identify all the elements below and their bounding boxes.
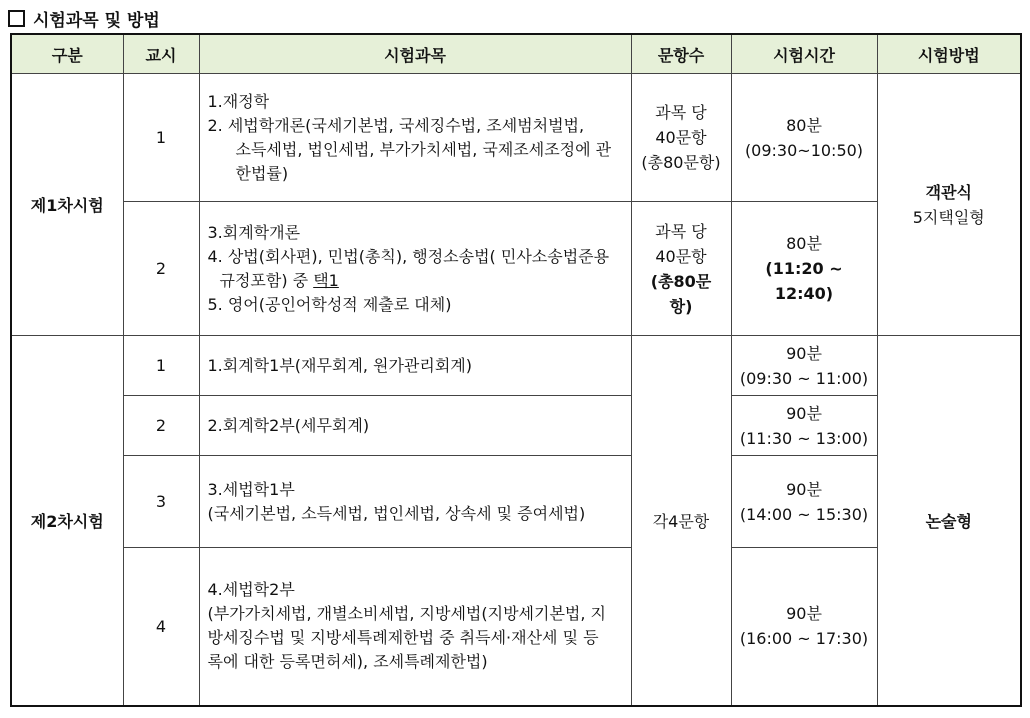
time-cell xyxy=(731,202,877,336)
subject-line: 소득세법, 법인세법, 부가가치세법, 국제조세조정에 관 xyxy=(235,139,612,159)
subject-line: 2. 세법학개론(국세기본법, 국세징수법, 조세범처벌법, xyxy=(207,115,585,135)
period-cell: 3 xyxy=(123,456,199,548)
time-cell xyxy=(731,396,877,456)
subjects-cell xyxy=(199,336,631,396)
questions-cell xyxy=(631,202,731,336)
checkbox-square-icon xyxy=(8,10,25,27)
exam2-label: 제2차시험 xyxy=(11,336,123,706)
table-row xyxy=(11,456,1021,548)
heading-text: 시험과목 및 방법 xyxy=(33,10,160,31)
questions-line: 40문항 xyxy=(655,246,707,266)
questions-cell xyxy=(631,74,731,202)
section-heading xyxy=(8,4,160,32)
exam1-label: 제1차시험 xyxy=(11,74,123,336)
time-cell xyxy=(731,456,877,548)
duration: 90분 xyxy=(786,479,822,499)
time-range: (09:30 ~ 11:00) xyxy=(739,368,869,388)
time-range: (09:30~10:50) xyxy=(744,140,864,160)
table-row xyxy=(11,202,1021,336)
method-type: 객관식 xyxy=(925,182,972,202)
subjects-cell xyxy=(199,396,631,456)
exam-table xyxy=(10,33,1022,707)
col-header-category: 구분 xyxy=(11,34,123,74)
period-cell: 4 xyxy=(123,548,199,706)
subjects-cell xyxy=(199,74,631,202)
subject-text: 규정포함) 중 xyxy=(219,270,314,290)
period-cell: 2 xyxy=(123,396,199,456)
subject-line: (국세기본법, 소득세법, 법인세법, 상속세 및 증여세법) xyxy=(207,503,586,523)
duration: 80분 xyxy=(786,234,822,253)
subject-line: 3.회계학개론 xyxy=(207,222,301,242)
col-header-time: 시험시간 xyxy=(731,34,877,74)
subject-line xyxy=(208,269,623,293)
subject-line: 1.회계학1부(재무회계, 원가관리회계) xyxy=(207,355,472,375)
duration: 90분 xyxy=(786,343,822,363)
table-row xyxy=(11,548,1021,706)
questions-line: (총80문항) xyxy=(650,271,712,316)
subjects-cell xyxy=(199,456,631,548)
time-cell xyxy=(731,74,877,202)
exam2-method-cell: 논술형 xyxy=(877,336,1021,706)
duration: 90분 xyxy=(786,604,822,624)
method-detail: 5지택일형 xyxy=(912,207,985,227)
subjects-cell xyxy=(199,548,631,706)
subject-line: 한법률) xyxy=(235,163,289,183)
time-range: (11:30 ~ 13:00) xyxy=(739,428,869,448)
period-cell: 1 xyxy=(123,336,199,396)
duration: 80분 xyxy=(786,115,822,135)
subject-line: 록에 대한 등록면허세), 조세특례제한법) xyxy=(207,652,488,672)
time-range: (11:20 ~ 12:40) xyxy=(765,259,843,303)
time-range: (14:00 ~ 15:30) xyxy=(739,504,869,524)
subject-line: 4.세법학2부 xyxy=(207,580,295,600)
questions-line: 40문항 xyxy=(655,128,707,147)
col-header-method: 시험방법 xyxy=(877,34,1021,74)
time-cell xyxy=(731,548,877,706)
subject-line: 2.회계학2부(세무회계) xyxy=(207,415,370,435)
table-row xyxy=(11,396,1021,456)
choose-one: 택1 xyxy=(313,270,339,290)
header-row xyxy=(11,34,1021,74)
col-header-subjects: 시험과목 xyxy=(199,34,631,74)
period-cell: 2 xyxy=(123,202,199,336)
questions-line: 과목 당 xyxy=(655,103,707,122)
subject-line: 3.세법학1부 xyxy=(207,479,295,499)
subject-line: 5. 영어(공인어학성적 제출로 대체) xyxy=(207,294,452,314)
period-cell: 1 xyxy=(123,74,199,202)
subject-line: 방세징수법 및 지방세특례제한법 중 취득세·재산세 및 등 xyxy=(207,628,599,648)
subject-line: 4. 상법(회사편), 민법(총칙), 행정소송법( 민사소송법준용 xyxy=(207,246,610,266)
subjects-cell xyxy=(199,202,631,336)
exam2-questions-cell: 각4문항 xyxy=(631,336,731,706)
subject-line: 1.재정학 xyxy=(207,91,270,111)
questions-line: (총80문항) xyxy=(641,153,721,172)
table-row xyxy=(11,74,1021,202)
col-header-questions: 문항수 xyxy=(631,34,731,74)
time-cell xyxy=(731,336,877,396)
questions-line: 과목 당 xyxy=(655,221,707,241)
subject-line: (부가가치세법, 개별소비세법, 지방세법(지방세기본법, 지 xyxy=(207,604,606,624)
time-range: (16:00 ~ 17:30) xyxy=(739,629,869,649)
table-row xyxy=(11,336,1021,396)
col-header-period: 교시 xyxy=(123,34,199,74)
exam1-method-cell xyxy=(877,74,1021,336)
duration: 90분 xyxy=(786,403,822,423)
